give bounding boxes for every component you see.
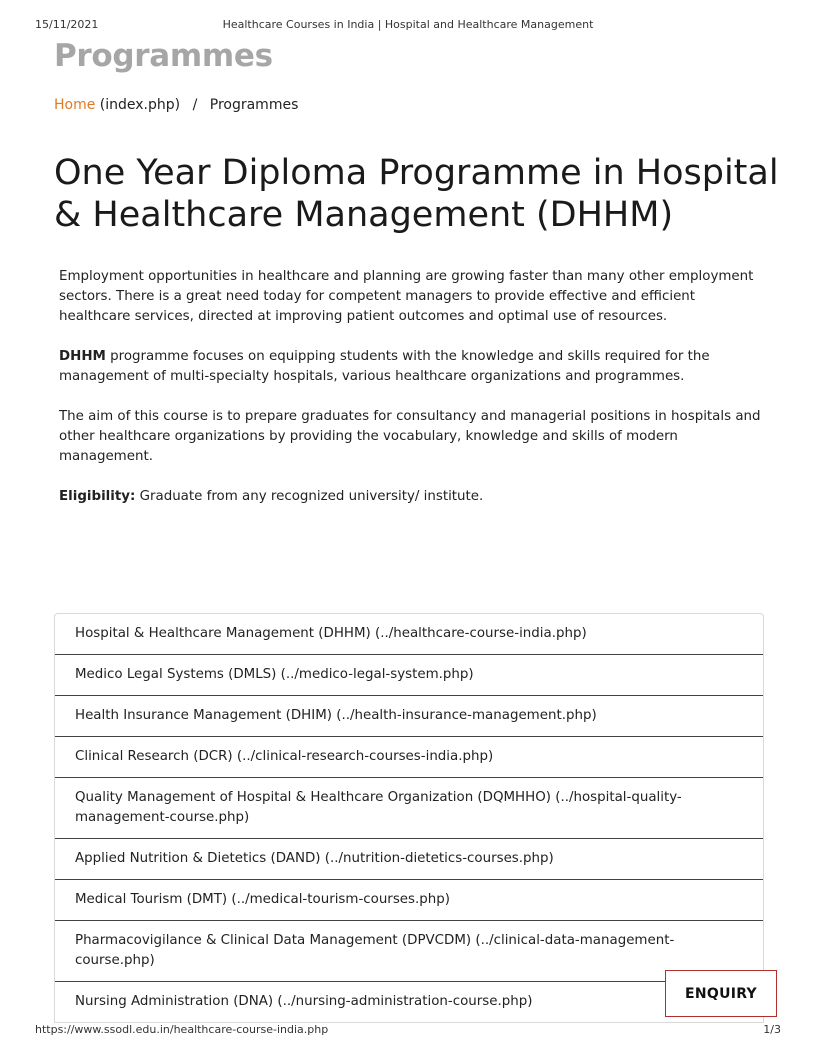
course-list: [54, 613, 764, 1023]
description-text: programme focuses on equipping students with the knowledge and skills required for the management of multi-specialty hospitals, various healthcare organizations and programmes.: [59, 349, 710, 384]
course-link[interactable]: Medico Legal Systems (DMLS) (../medico-legal-system.php): [55, 655, 763, 696]
description-paragraph: Employment opportunities in healthcare and planning are growing faster than many other employment sectors. There is a great need today for competent managers to provide effective and efficient healthcare services, directed at improving patient outcomes and optimal use of resources.: [59, 269, 754, 324]
print-footer: [35, 1023, 781, 1039]
print-url: https://www.ssodl.edu.in/healthcare-course-india.php: [35, 1023, 329, 1036]
course-link[interactable]: Medical Tourism (DMT) (../medical-tourism-courses.php): [55, 880, 763, 921]
course-link[interactable]: Clinical Research (DCR) (../clinical-research-courses-india.php): [55, 737, 763, 778]
course-link[interactable]: Health Insurance Management (DHIM) (../health-insurance-management.php): [55, 696, 763, 737]
course-link[interactable]: Hospital & Healthcare Management (DHHM) (../healthcare-course-india.php): [55, 614, 763, 655]
breadcrumb: [54, 97, 298, 113]
eligibility: [59, 487, 764, 507]
breadcrumb-home-href: (index.php): [95, 97, 181, 113]
course-link[interactable]: Quality Management of Hospital & Healthcare Organization (DQMHHO) (../hospital-quality-management-course.php): [55, 778, 763, 839]
print-doc-title: Healthcare Courses in India | Hospital and Healthcare Management: [222, 18, 594, 31]
breadcrumb-home-link[interactable]: Home: [54, 97, 96, 113]
description-paragraph: [59, 347, 764, 387]
description-paragraph: The aim of this course is to prepare graduates for consultancy and managerial positions in hospitals and other healthcare organizations by providing the vocabulary, knowledge and skills of modern management.: [59, 409, 761, 464]
section-heading: Programmes: [54, 38, 273, 74]
page-title: One Year Diploma Programme in Hospital & Healthcare Management (DHHM): [54, 153, 779, 235]
program-abbreviation: DHHM: [59, 349, 106, 364]
enquiry-button[interactable]: ENQUIRY: [665, 970, 777, 1017]
eligibility-text: Graduate from any recognized university/ institute.: [135, 489, 484, 504]
course-link[interactable]: Nursing Administration (DNA) (../nursing-administration-course.php): [55, 982, 763, 1023]
print-date: 15/11/2021: [35, 18, 99, 31]
print-header: [35, 18, 781, 34]
print-page-number: 1/3: [763, 1023, 781, 1036]
course-link[interactable]: Applied Nutrition & Dietetics (DAND) (../nutrition-dietetics-courses.php): [55, 839, 763, 880]
course-link[interactable]: Pharmacovigilance & Clinical Data Management (DPVCDM) (../clinical-data-management-course.php): [55, 921, 763, 982]
eligibility-label: Eligibility:: [59, 489, 136, 504]
course-description: [59, 267, 764, 527]
breadcrumb-separator: /: [192, 97, 198, 113]
breadcrumb-current: Programmes: [209, 97, 299, 113]
